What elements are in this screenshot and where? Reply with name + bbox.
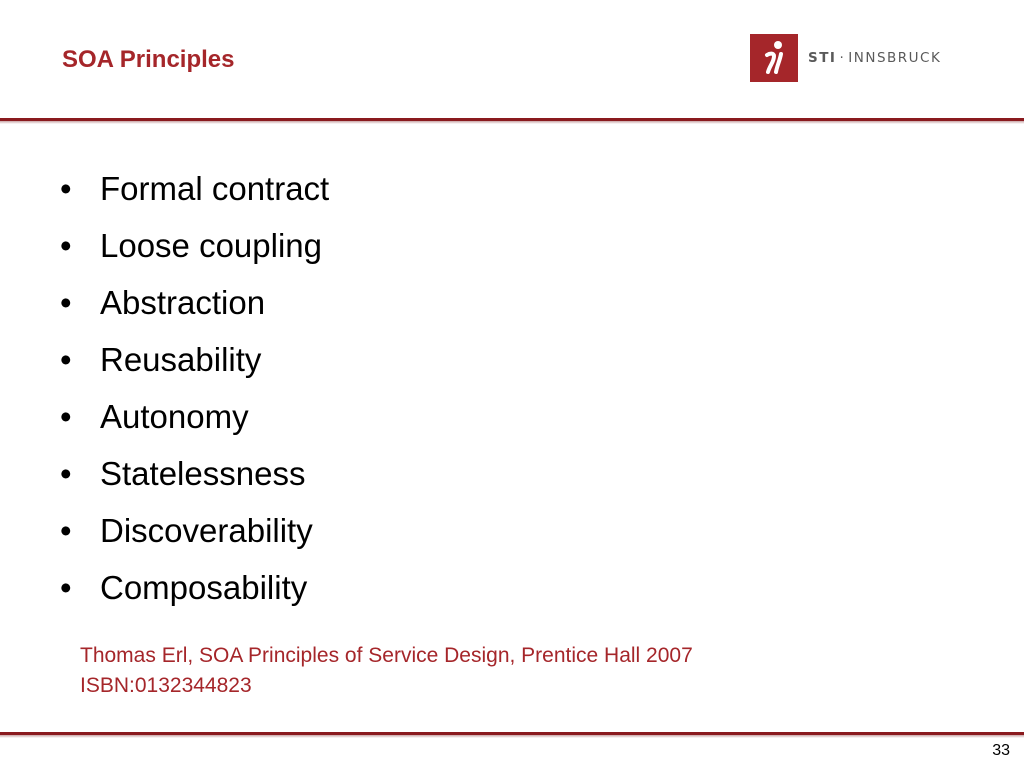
reference-citation xyxy=(80,641,693,701)
bullet-item xyxy=(58,274,329,331)
bullet-list xyxy=(58,160,329,616)
header-divider xyxy=(0,118,1024,121)
bullet-icon: • xyxy=(60,398,72,435)
sti-logo-icon xyxy=(750,34,798,82)
bullet-item xyxy=(58,388,329,445)
bullet-icon: • xyxy=(60,170,72,207)
bullet-icon: • xyxy=(60,341,72,378)
bullet-text: Reusability xyxy=(100,341,262,378)
bullet-text: Discoverability xyxy=(100,512,313,549)
bullet-text: Formal contract xyxy=(100,170,330,207)
page-number: 33 xyxy=(992,742,1010,759)
bullet-icon: • xyxy=(60,455,72,492)
bullet-item xyxy=(58,160,329,217)
logo-text-separator: · xyxy=(839,50,846,66)
sti-innsbruck-logo xyxy=(750,34,941,82)
logo-text-sti: STI xyxy=(808,50,837,66)
bullet-item xyxy=(58,559,329,616)
reference-line-book: Thomas Erl, SOA Principles of Service Design, Prentice Hall 2007 xyxy=(80,644,693,667)
bullet-item xyxy=(58,217,329,274)
bullet-item xyxy=(58,502,329,559)
bullet-icon: • xyxy=(60,284,72,321)
logo-text-innsbruck: INNSBRUCK xyxy=(848,50,942,66)
bullet-text: Abstraction xyxy=(100,284,266,321)
bullet-text: Loose coupling xyxy=(100,227,323,264)
reference-line-isbn: ISBN:0132344823 xyxy=(80,674,252,697)
logo-text xyxy=(808,50,941,66)
footer-divider xyxy=(0,732,1024,735)
bullet-text: Autonomy xyxy=(100,398,249,435)
bullet-text: Composability xyxy=(100,569,308,606)
bullet-item xyxy=(58,331,329,388)
bullet-icon: • xyxy=(60,227,72,264)
slide-title: SOA Principles xyxy=(62,46,235,73)
bullet-icon: • xyxy=(60,569,72,606)
bullet-icon: • xyxy=(60,512,72,549)
bullet-item xyxy=(58,445,329,502)
bullet-text: Statelessness xyxy=(100,455,306,492)
